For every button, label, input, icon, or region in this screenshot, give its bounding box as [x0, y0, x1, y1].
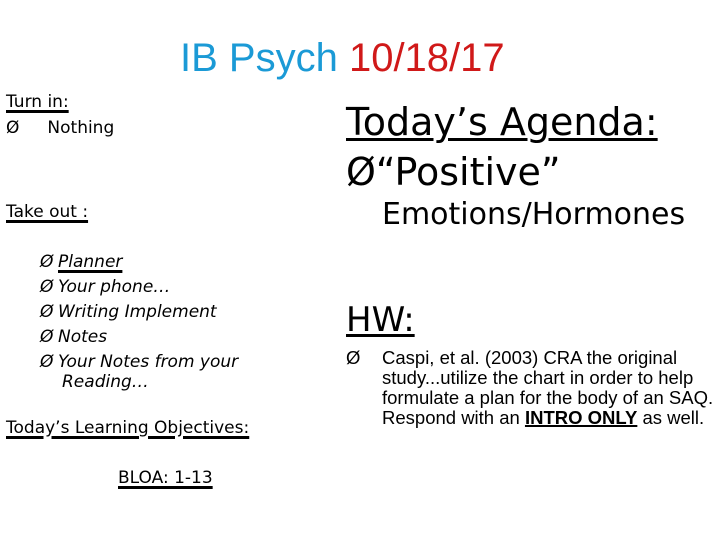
turn-in-item: [6, 118, 114, 138]
arrow-bullet-icon: Ø: [40, 302, 54, 322]
arrow-bullet-icon: Ø: [346, 150, 376, 194]
take-out-item: [40, 302, 217, 322]
take-out-item-text: Writing Implement: [58, 302, 217, 322]
agenda-item-text: “Positive”: [375, 150, 561, 194]
turn-in-item-text: Nothing: [47, 118, 115, 138]
homework-heading: HW:: [346, 300, 415, 340]
arrow-bullet-icon: Ø: [40, 327, 54, 347]
turn-in-label: Turn in:: [6, 92, 69, 112]
title-course: IB Psych: [180, 36, 349, 80]
objectives-label: Today’s Learning Objectives:: [6, 418, 250, 438]
arrow-bullet-icon: Ø: [346, 347, 361, 368]
take-out-item: [40, 327, 107, 347]
take-out-item-text: Your Notes from your: [58, 352, 239, 372]
homework-text-end: as well.: [637, 407, 705, 428]
homework-item-text: [382, 348, 716, 428]
agenda-item: [346, 150, 561, 194]
arrow-bullet-icon: Ø: [6, 118, 20, 138]
objectives-value: BLOA: 1-13: [118, 468, 213, 488]
homework-item: [346, 348, 716, 428]
arrow-bullet-icon: Ø: [40, 352, 54, 372]
take-out-item: [40, 352, 238, 372]
agenda-heading: Today’s Agenda:: [346, 100, 658, 144]
take-out-item-text: Your phone…: [58, 277, 171, 297]
homework-text-start: Caspi, et al. (2003) CRA the original study...utilize the chart in order to help formulate a plan for the body of an SAQ. Respond with an: [382, 347, 714, 428]
take-out-item-text: Notes: [58, 327, 108, 347]
take-out-item: [40, 277, 170, 297]
arrow-bullet-icon: Ø: [40, 252, 54, 272]
take-out-item-text: Planner: [58, 252, 123, 272]
title-date: 10/18/17: [348, 36, 505, 80]
take-out-item: [40, 252, 122, 272]
arrow-bullet-icon: Ø: [40, 277, 54, 297]
homework-text-emphasis: INTRO ONLY: [524, 407, 638, 428]
agenda-item-continuation: Emotions/Hormones: [382, 197, 686, 232]
take-out-item-continuation: Reading…: [62, 372, 149, 392]
take-out-label: Take out :: [6, 202, 89, 222]
page-title: [180, 36, 505, 81]
